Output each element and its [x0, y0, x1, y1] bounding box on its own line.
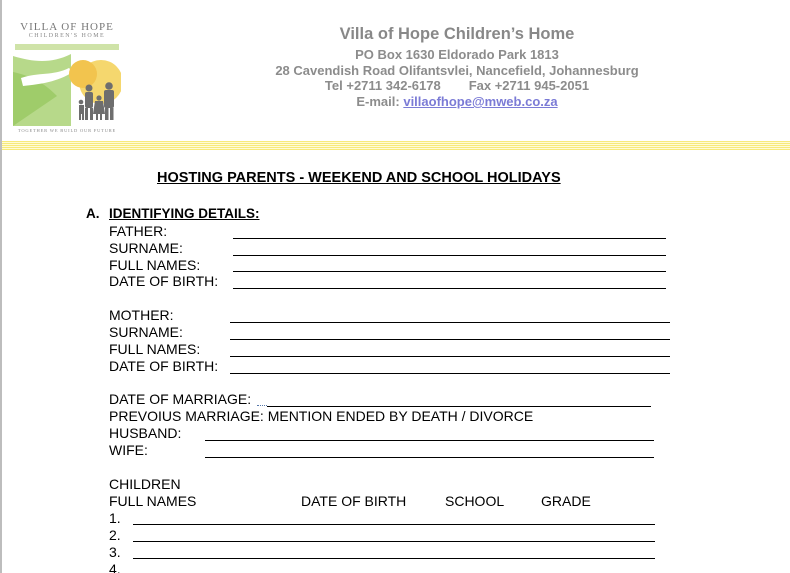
contact-line	[252, 78, 662, 93]
child-row-field[interactable]	[133, 558, 655, 559]
father-fullnames-field[interactable]	[233, 271, 666, 272]
husband-label: HUSBAND:	[109, 425, 182, 441]
date-of-marriage-label: DATE OF MARRIAGE:	[109, 391, 252, 407]
wife-label: WIFE:	[109, 442, 148, 458]
col-date-of-birth: DATE OF BIRTH	[301, 493, 407, 509]
page-left-border	[0, 0, 2, 573]
mother-surname-field[interactable]	[230, 339, 670, 340]
children-heading: CHILDREN	[109, 476, 181, 492]
mother-heading-line[interactable]	[230, 322, 670, 323]
header-divider-band	[2, 141, 790, 150]
logo-tagline: TOGETHER WE BUILD OUR FUTURE	[17, 128, 117, 133]
email-label: E-mail:	[356, 94, 400, 109]
logo-subtitle: CHILDREN'S HOME	[28, 33, 106, 39]
father-heading: FATHER:	[109, 223, 168, 239]
marriage-dotted-mark	[257, 405, 267, 406]
child-row-field[interactable]	[133, 524, 655, 525]
mother-dob-field[interactable]	[230, 373, 670, 374]
fax: Fax +2711 945-2051	[468, 78, 590, 93]
husband-field[interactable]	[205, 440, 654, 441]
tel: Tel +2711 342-6178	[324, 78, 441, 93]
father-surname-field[interactable]	[233, 255, 666, 256]
previous-marriage-label: PREVOIUS MARRIAGE: MENTION ENDED BY DEATH / DIVORCE	[109, 408, 534, 424]
col-school: SCHOOL	[445, 493, 505, 509]
logo	[13, 22, 123, 136]
child-row-number: 3.	[109, 544, 121, 560]
section-number: A.	[86, 206, 100, 221]
date-of-marriage-field[interactable]	[267, 406, 651, 407]
father-dob-field[interactable]	[233, 288, 666, 289]
logo-title: VILLA OF HOPE	[20, 21, 114, 33]
form-title: HOSTING PARENTS - WEEKEND AND SCHOOL HOLIDAYS	[157, 170, 561, 186]
section-title: IDENTIFYING DETAILS:	[109, 206, 260, 221]
child-row-number: 1.	[109, 510, 121, 526]
child-row-field[interactable]	[133, 541, 655, 542]
father-heading-line[interactable]	[233, 238, 666, 239]
mother-fullnames-field[interactable]	[230, 356, 670, 357]
address: 28 Cavendish Road Olifantsvlei, Nancefield, Johannesburg	[275, 63, 639, 78]
col-grade: GRADE	[541, 493, 591, 509]
father-fullnames-label: FULL NAMES:	[109, 257, 201, 273]
email-line	[252, 94, 662, 109]
father-dob-label: DATE OF BIRTH:	[109, 273, 219, 289]
wife-field[interactable]	[205, 457, 654, 458]
col-full-names: FULL NAMES	[109, 493, 197, 509]
child-row-number: 2.	[109, 527, 121, 543]
po-box: PO Box 1630 Eldorado Park 1813	[355, 47, 559, 62]
mother-surname-label: SURNAME:	[109, 324, 183, 340]
logo-family-icon	[13, 42, 121, 126]
email-link[interactable]: villaofhope@mweb.co.za	[403, 94, 558, 109]
mother-fullnames-label: FULL NAMES:	[109, 341, 201, 357]
mother-dob-label: DATE OF BIRTH:	[109, 358, 219, 374]
org-name: Villa of Hope Children’s Home	[339, 25, 575, 43]
mother-heading: MOTHER:	[109, 307, 174, 323]
child-row-number: 4.	[109, 561, 121, 573]
father-surname-label: SURNAME:	[109, 240, 183, 256]
